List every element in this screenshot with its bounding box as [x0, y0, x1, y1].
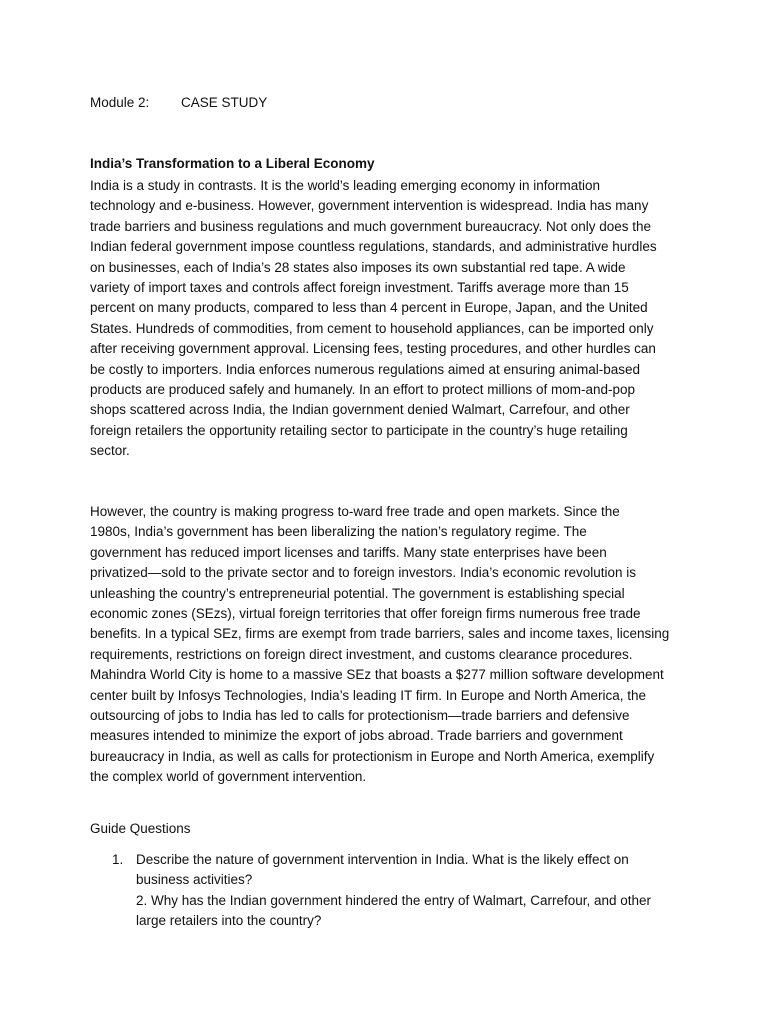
paragraph-line: Indian federal government impose countless regulations, standards, and administrative hurdles [90, 239, 657, 255]
paragraph-line: However, the country is making progress to-ward free trade and open markets. Since the [90, 504, 620, 519]
paragraph-line: economic zones (SEzs), virtual foreign territories that offer foreign firms numerous free trade [90, 605, 641, 621]
paragraph-1 [90, 176, 690, 461]
question-line: large retailers into the country? [136, 913, 322, 929]
paragraph-line: foreign retailers the opportunity retailing sector to participate in the country’s huge retailing [90, 422, 628, 438]
paragraph-line: shops scattered across India, the Indian government denied Walmart, Carrefour, and other [90, 402, 630, 418]
paragraph-line: after receiving government approval. Licensing fees, testing procedures, and other hurdles can [90, 341, 656, 357]
paragraph-line: unleashing the country’s entrepreneurial potential. The government is establishing special [90, 585, 625, 601]
question-text [136, 850, 690, 932]
case-title: India’s Transformation to a Liberal Economy [90, 156, 375, 171]
list-item [90, 850, 690, 932]
module-header [90, 94, 267, 112]
paragraph-line: 1980s, India’s government has been liberalizing the nation’s regulatory regime. The [90, 524, 587, 540]
paragraph-line: bureaucracy in India, as well as calls for protectionism in Europe and North America, exemplify [90, 748, 655, 764]
paragraph-line: benefits. In a typical SEz, firms are exempt from trade barriers, sales and income taxes, licensing [90, 626, 670, 642]
question-line: business activities? [136, 872, 253, 888]
paragraph-line: India is a study in contrasts. It is the world’s leading emerging economy in information [90, 178, 601, 193]
paragraph-line: States. Hundreds of commodities, from cement to household appliances, can be imported only [90, 320, 654, 336]
module-number: Module 2: [90, 95, 150, 110]
paragraph-line: measures intended to minimize the export of jobs abroad. Trade barriers and government [90, 728, 623, 744]
paragraph-line: be costly to importers. India enforces numerous regulations aimed at ensuring animal-based [90, 361, 641, 377]
paragraph-line: outsourcing of jobs to India has led to calls for protectionism—trade barriers and defensive [90, 707, 630, 723]
paragraph-line: privatized—sold to the private sector and to foreign investors. India’s economic revolution is [90, 565, 637, 581]
paragraph-line: government has reduced import licenses and tariffs. Many state enterprises have been [90, 544, 607, 560]
question-number: 1. [112, 852, 124, 867]
paragraph-line: the complex world of government intervention. [90, 769, 367, 785]
paragraph-line: Mahindra World City is home to a massive SEz that boasts a $277 million software development [90, 667, 664, 683]
question-line: 2. Why has the Indian government hindered the entry of Walmart, Carrefour, and other [136, 892, 652, 908]
paragraph-line: center built by Infosys Technologies, India’s leading IT firm. In Europe and North America, the [90, 687, 647, 703]
paragraph-line: variety of import taxes and controls affect foreign investment. Tariffs average more than 15 [90, 279, 629, 295]
paragraph-line: requirements, restrictions on foreign direct investment, and customs clearance procedures. [90, 646, 633, 662]
case-study-label: CASE STUDY [181, 95, 268, 110]
question-line: Describe the nature of government intervention in India. What is the likely effect on [136, 852, 629, 867]
paragraph-line: trade barriers and business regulations and much government bureaucracy. Not only does the [90, 218, 652, 234]
question-list [90, 850, 690, 932]
paragraph-line: sector. [90, 443, 130, 459]
paragraph-line: percent on many products, compared to less than 4 percent in Europe, Japan, and the United [90, 300, 648, 316]
paragraph-line: products are produced safely and humanely. In an effort to protect millions of mom-and-pop [90, 381, 636, 397]
guide-questions-heading: Guide Questions [90, 821, 191, 836]
paragraph-line: on businesses, each of India’s 28 states also imposes its own substantial red tape. A wide [90, 259, 626, 275]
paragraph-line: technology and e-business. However, government intervention is widespread. India has many [90, 198, 649, 214]
paragraph-2 [90, 502, 690, 787]
